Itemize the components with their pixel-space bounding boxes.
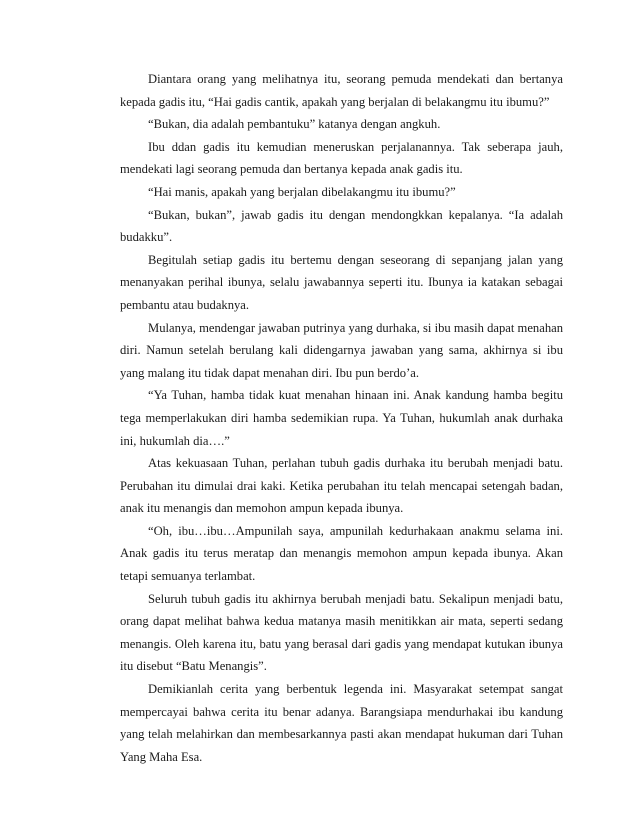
paragraph-8: “Ya Tuhan, hamba tidak kuat menahan hinaan ini. Anak kandung hamba begitu tega memperlakukan diri hamba sedemikian rupa. Ya Tuhan, hukumlah anak durhaka ini, hukumlah dia….” bbox=[120, 388, 563, 448]
paragraph-12: Demikianlah cerita yang berbentuk legenda ini. Masyarakat setempat sangat mempercayai bahwa cerita itu benar adanya. Barangsiapa mendurhakai ibu kandung yang telah melahirkan dan membesarkannya pasti akan mendapat hukuman dari Tuhan Yang Maha Esa. bbox=[120, 682, 563, 764]
story-text bbox=[120, 68, 563, 768]
paragraph-10: “Oh, ibu…ibu…Ampunilah saya, ampunilah kedurhakaan anakmu selama ini. Anak gadis itu terus meratap dan menangis memohon ampun kepada ibunya. Akan tetapi semuanya terlambat. bbox=[120, 523, 563, 584]
paragraph-6: Begitulah setiap gadis itu bertemu dengan seseorang di sepanjang jalan yang menanyakan perihal ibunya, selalu jawabannya seperti itu. Ibunya ia katakan sebagai pembantu atau budaknya. bbox=[120, 252, 563, 312]
paragraph-5: “Bukan, bukan”, jawab gadis itu dengan mendongkkan kepalanya. “Ia adalah budakku”. bbox=[120, 207, 563, 245]
paragraph-7: Mulanya, mendengar jawaban putrinya yang durhaka, si ibu masih dapat menahan diri. Namun setelah berulang kali didengarnya jawaban yang sama, akhirnya si ibu yang malang itu tidak dapat menahan diri. Ibu pun berdo’a. bbox=[120, 320, 563, 380]
paragraph-2: “Bukan, dia adalah pembantuku” katanya dengan angkuh. bbox=[148, 117, 441, 132]
paragraph-4: “Hai manis, apakah yang berjalan dibelakangmu itu ibumu?” bbox=[148, 184, 456, 199]
paragraph-9: Atas kekuasaan Tuhan, perlahan tubuh gadis durhaka itu berubah menjadi batu. Perubahan itu dimulai drai kaki. Ketika perubahan itu telah mencapai setengah badan, anak itu menangis dan memohon ampun kepada ibunya. bbox=[120, 456, 563, 516]
paragraph-1: Diantara orang yang melihatnya itu, seorang pemuda mendekati dan bertanya kepada gadis itu, “Hai gadis cantik, apakah yang berjalan di belakangmu itu ibumu?” bbox=[120, 72, 563, 109]
paragraph-3: Ibu ddan gadis itu kemudian meneruskan perjalanannya. Tak seberapa jauh, mendekati lagi seorang pemuda dan bertanya kepada anak gadis itu. bbox=[120, 139, 563, 177]
paragraph-11: Seluruh tubuh gadis itu akhirnya berubah menjadi batu. Sekalipun menjadi batu, orang dapat melihat bahwa kedua matanya masih menitikkan air mata, seperti sedang menangis. Oleh karena itu, batu yang berasal dari gadis yang mendapat kutukan ibunya itu disebut “Batu Menangis”. bbox=[120, 591, 563, 674]
